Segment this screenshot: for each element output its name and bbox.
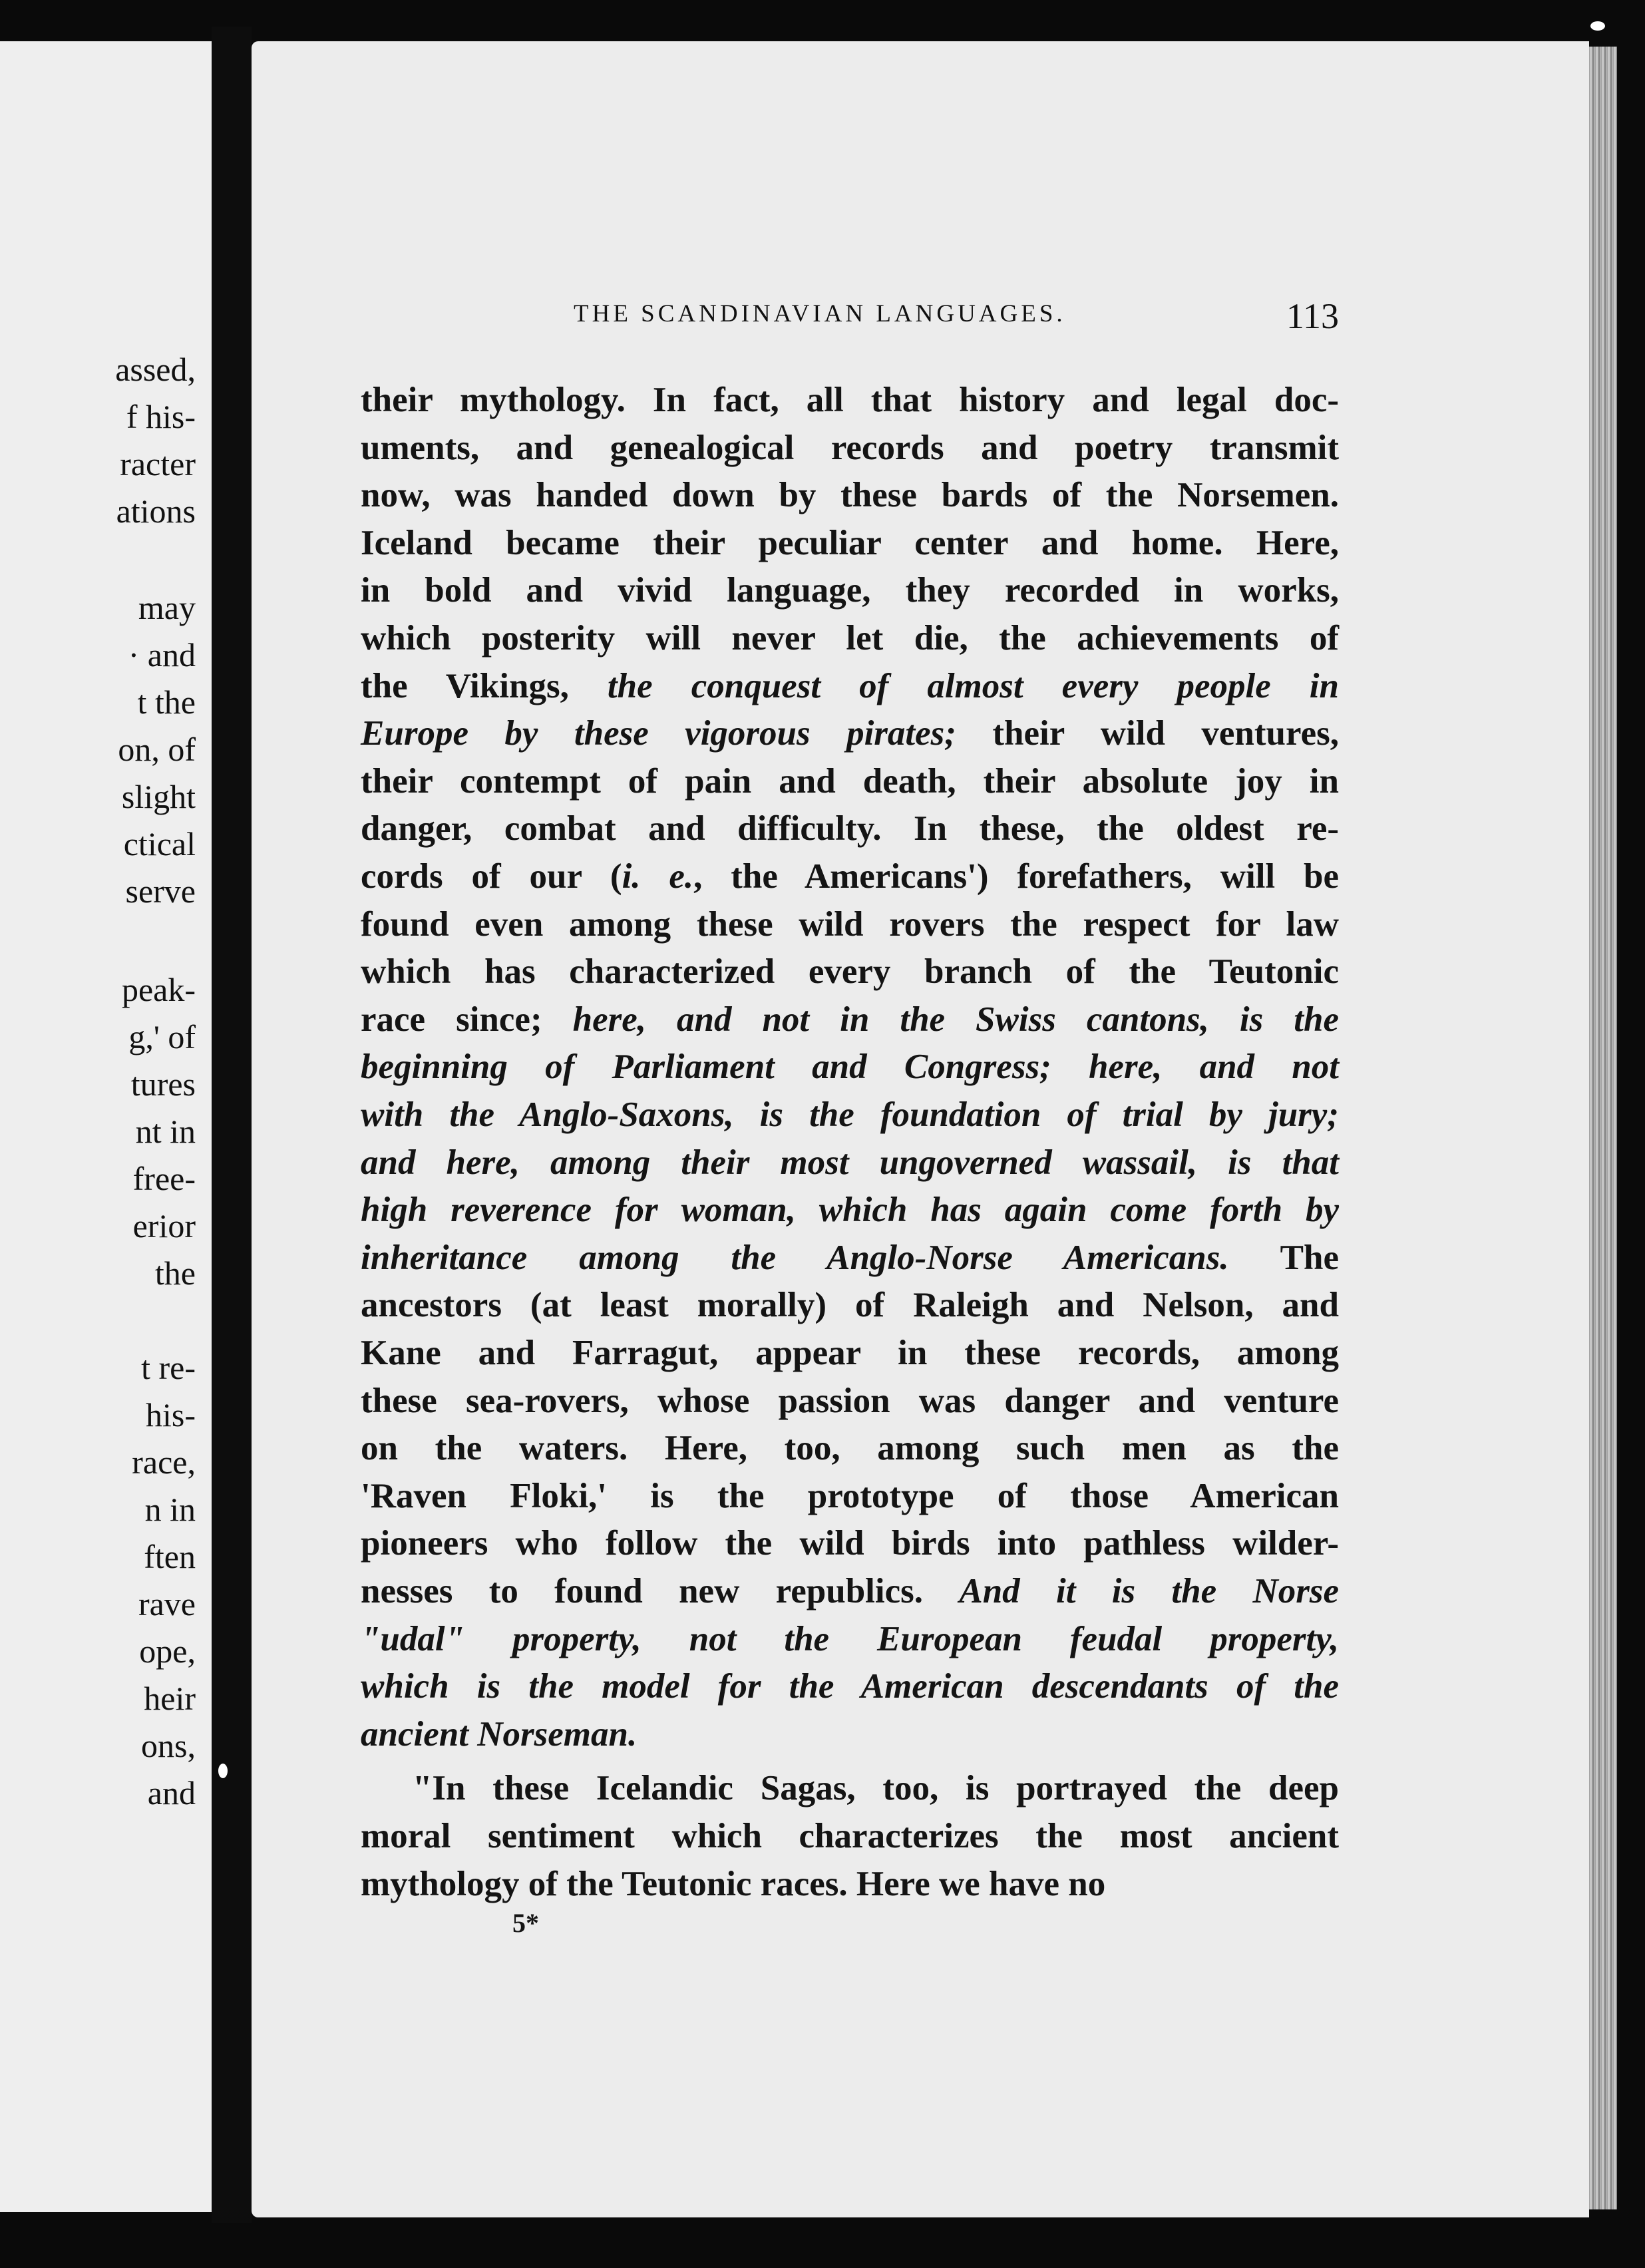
left-page-line: ations: [116, 492, 196, 530]
left-page-line: f his-: [126, 398, 196, 435]
body-line: [361, 566, 1339, 614]
body-line: [361, 1281, 1339, 1329]
roman-text: found even among these wild rovers the respect for law: [361, 905, 1339, 944]
left-page-line: free-: [132, 1160, 196, 1197]
left-facing-page: [0, 41, 212, 2212]
left-page-line: may: [138, 589, 196, 626]
body-line: [361, 1043, 1339, 1091]
running-title: THE SCANDINAVIAN LANGUAGES.: [574, 300, 1066, 327]
italic-text: which is the model for the American descendants of the: [361, 1667, 1339, 1706]
left-page-line: his-: [146, 1396, 196, 1433]
italic-text: Europe by these vigorous pirates;: [361, 714, 956, 753]
body-line: [361, 614, 1339, 662]
left-page-line: assed,: [115, 351, 196, 388]
left-page-line: on, of: [118, 731, 196, 768]
left-page-line: · and: [128, 636, 196, 673]
left-page-line: peak-: [121, 971, 196, 1008]
body-line: [361, 852, 1339, 900]
signature-mark: 5*: [512, 1908, 539, 1938]
left-page-line: t re-: [141, 1349, 196, 1386]
italic-text: beginning of Parliament and Congress; here, and not: [361, 1047, 1339, 1086]
body-line: [361, 709, 1339, 757]
roman-text: uments, and genealogical records and poetry transmit: [361, 429, 1339, 467]
body-line: [361, 1091, 1339, 1139]
left-page-line: racter: [120, 445, 196, 482]
italic-text: here, and not in the Swiss cantons, is the: [572, 1000, 1339, 1039]
roman-text: these sea-rovers, whose passion was danger and venture: [361, 1382, 1339, 1420]
roman-text: which has characterized every branch of the Teutonic: [361, 952, 1339, 991]
left-page-line: ften: [144, 1538, 196, 1575]
body-line: [361, 1139, 1339, 1187]
scan-speck: [218, 1764, 228, 1778]
body-line: [361, 1519, 1339, 1567]
roman-text: ancestors (at least morally) of Raleigh and Nelson, and: [361, 1286, 1339, 1324]
body-line: [361, 662, 1339, 710]
body-line: [361, 1329, 1339, 1377]
body-line: [361, 1567, 1339, 1615]
italic-text: high reverence for woman, which has again come forth by: [361, 1191, 1339, 1229]
body-line: [361, 1424, 1339, 1472]
roman-text: their mythology. In fact, all that history and legal doc-: [361, 381, 1339, 419]
roman-text: in bold and vivid language, they recorded in works,: [361, 571, 1339, 610]
roman-text: moral sentiment which characterizes the most ancient: [361, 1817, 1339, 1855]
left-page-line: and: [147, 1774, 196, 1811]
body-line: [361, 1615, 1339, 1663]
roman-text: the Vikings,: [361, 667, 608, 705]
roman-text: Kane and Farragut, appear in these records, among: [361, 1334, 1339, 1372]
body-line: [361, 996, 1339, 1043]
book-gutter: [212, 27, 252, 2223]
body-line: [361, 1710, 1339, 1758]
roman-text: Iceland became their peculiar center and home. Here,: [361, 524, 1339, 562]
left-page-line: rave: [138, 1585, 196, 1622]
body-line: [361, 519, 1339, 567]
body-line: [361, 948, 1339, 996]
roman-text: "In these Icelandic Sagas, too, is portrayed the deep: [413, 1769, 1339, 1807]
italic-text: "udal" property, not the European feudal property,: [361, 1620, 1339, 1658]
left-page-line: erior: [132, 1207, 196, 1244]
roman-text: which posterity will never let die, the achievements of: [361, 619, 1339, 658]
left-page-line: ons,: [141, 1727, 196, 1764]
page-number: 113: [1286, 296, 1339, 336]
body-line: [361, 1377, 1339, 1425]
left-page-line: the: [154, 1254, 196, 1292]
left-page-line: tures: [130, 1065, 196, 1103]
body-line: [361, 1662, 1339, 1710]
left-page-line: g,' of: [128, 1018, 196, 1055]
roman-text: on the waters. Here, too, among such men as the: [361, 1429, 1339, 1467]
body-line: [361, 1472, 1339, 1520]
italic-text: with the Anglo-Saxons, is the foundation of trial by jury;: [361, 1095, 1339, 1134]
roman-text: pioneers who follow the wild birds into pathless wilder-: [361, 1524, 1339, 1563]
left-page-line: race,: [132, 1443, 196, 1481]
left-page-line: serve: [125, 872, 196, 910]
left-page-line: slight: [121, 778, 196, 815]
left-page-line: heir: [144, 1680, 196, 1717]
roman-text: mythology of the Teutonic races. Here we have no: [361, 1865, 1106, 1903]
left-page-line: t the: [137, 683, 196, 721]
body-line: [361, 1186, 1339, 1234]
roman-text: The: [1228, 1238, 1339, 1277]
left-page-line: ctical: [123, 825, 196, 862]
italic-text: inheritance among the Anglo-Norse Americans.: [361, 1238, 1229, 1277]
running-head: [574, 295, 1339, 335]
roman-text: cords of our (: [361, 857, 622, 896]
body-line: [361, 1234, 1339, 1282]
roman-text: , the Americans') forefathers, will be: [693, 857, 1340, 896]
italic-text: ancient Norseman.: [361, 1715, 638, 1754]
roman-text: nesses to found new republics.: [361, 1572, 960, 1610]
body-line: [361, 900, 1339, 948]
left-page-line: ope,: [139, 1632, 196, 1670]
body-line: [361, 471, 1339, 519]
left-page-line: nt in: [135, 1113, 196, 1150]
roman-text: 'Raven Floki,' is the prototype of those American: [361, 1477, 1339, 1515]
scan-speck: [1590, 21, 1605, 31]
roman-text: now, was handed down by these bards of the Norsemen.: [361, 476, 1339, 514]
italic-text: And it is the Norse: [959, 1572, 1339, 1610]
italic-text: and here, among their most ungoverned wassail, is that: [361, 1143, 1339, 1182]
page-edges: [1589, 47, 1617, 2209]
body-line: [361, 805, 1339, 852]
body-line: [361, 1860, 1339, 1908]
italic-text: the conquest of almost every people in: [607, 667, 1339, 705]
left-page-line: n in: [144, 1491, 196, 1528]
roman-text: race since;: [361, 1000, 573, 1039]
italic-text: i. e.: [622, 857, 694, 896]
body-line: [413, 1764, 1339, 1812]
roman-text: their wild ventures,: [956, 714, 1340, 753]
body-line: [361, 424, 1339, 472]
roman-text: danger, combat and difficulty. In these, the oldest re-: [361, 809, 1339, 848]
roman-text: their contempt of pain and death, their absolute joy in: [361, 762, 1339, 801]
body-line: [361, 376, 1339, 424]
body-line: [361, 757, 1339, 805]
body-line: [361, 1812, 1339, 1860]
